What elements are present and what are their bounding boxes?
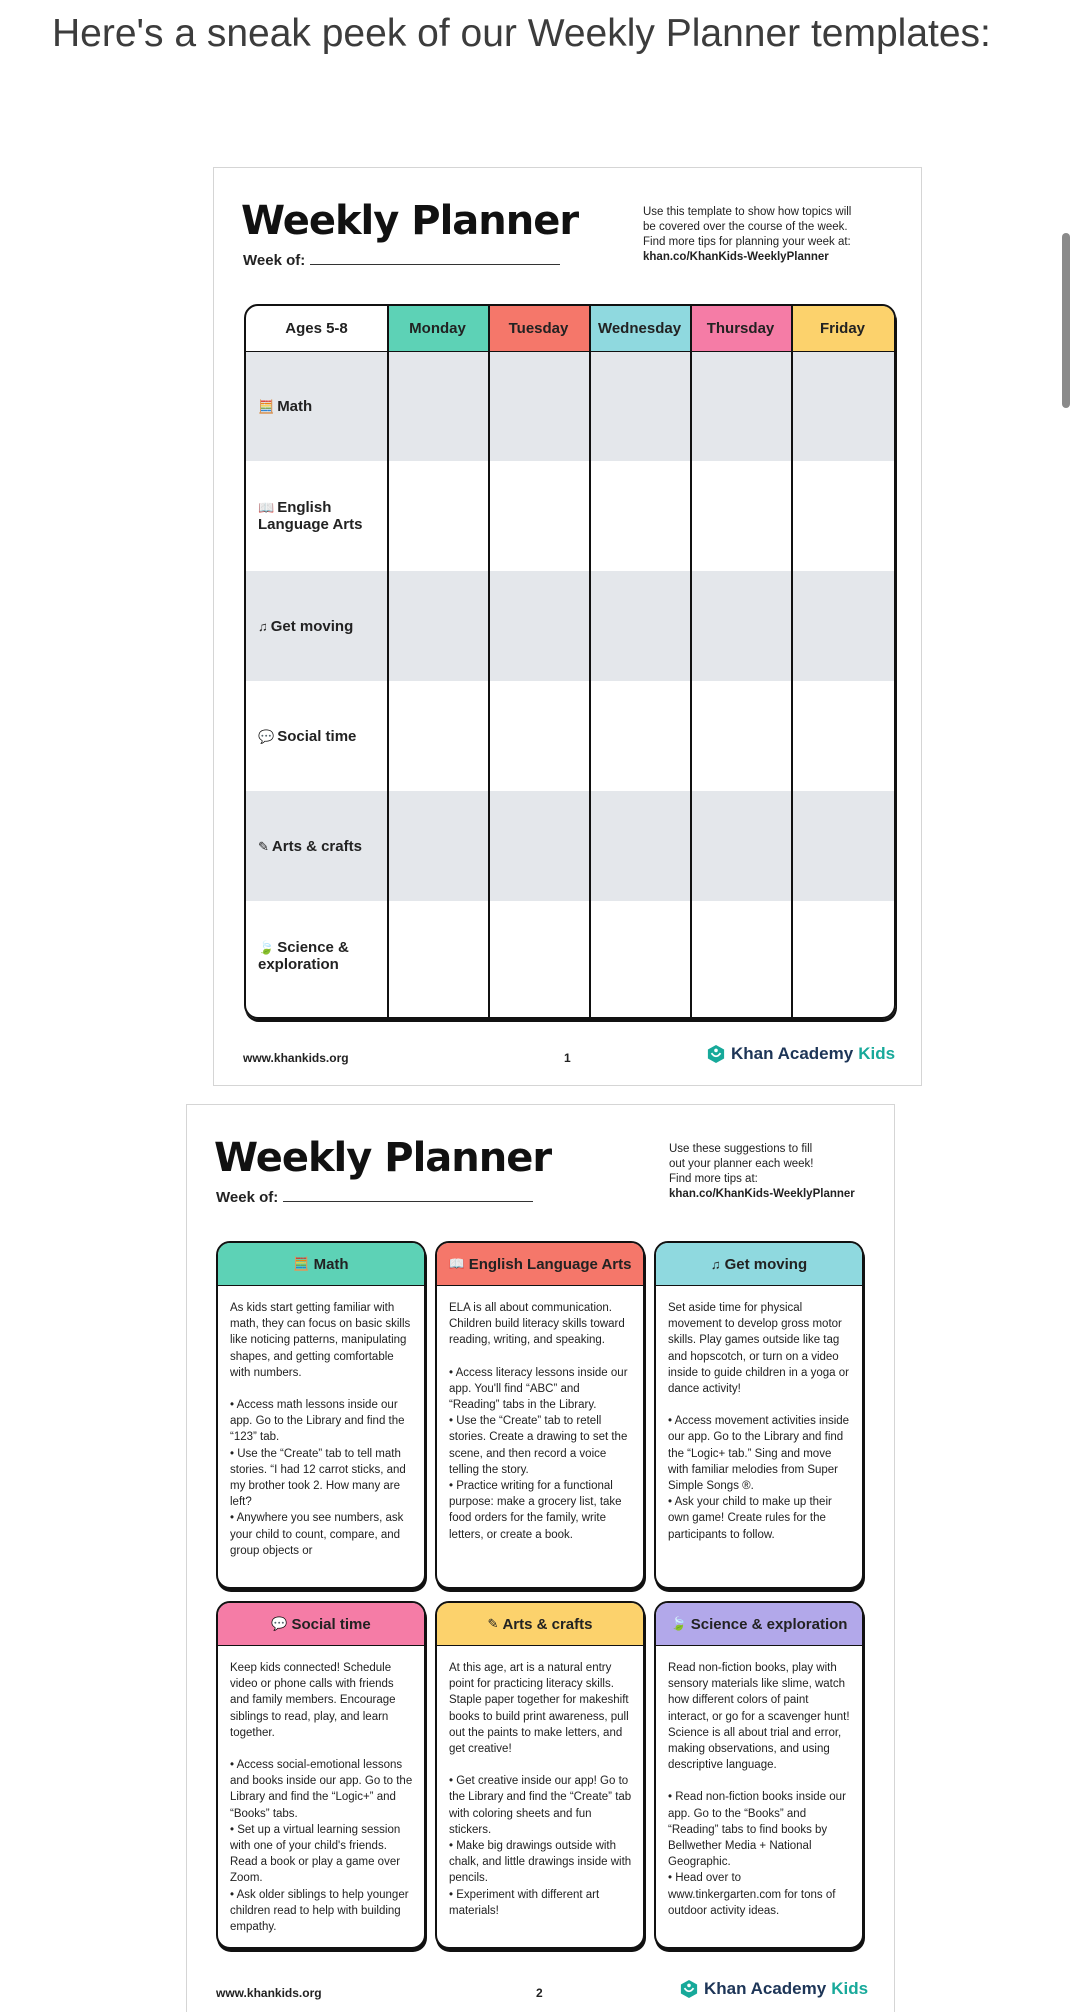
card-tip: • Make big drawings outside with chalk, and little drawings inside with pencils.: [449, 1840, 632, 1885]
day-wednesday: Wednesday: [589, 306, 690, 351]
row-label-ela: 📖 English Language Arts: [258, 499, 363, 533]
planner-grid: [244, 304, 896, 1019]
day-friday: Friday: [791, 306, 894, 351]
card-title: Math: [313, 1255, 349, 1273]
book-icon: 📖: [448, 1256, 465, 1271]
speech-bubble-icon: 💬: [271, 1616, 288, 1631]
scrollbar-thumb[interactable]: [1062, 233, 1070, 408]
khan-hexagon-icon: [680, 1979, 698, 1999]
row-label-get-moving: ♫ Get moving: [258, 618, 354, 635]
planner-page-2: [186, 1104, 895, 2012]
book-icon: 📖: [258, 500, 275, 515]
music-note-icon: ♫: [710, 1256, 721, 1272]
grid-divider: [589, 306, 591, 1017]
row-label-science: 🍃 Science & exploration: [258, 939, 349, 973]
card-intro: ELA is all about communication. Children build literacy skills toward reading, writing, and speaking.: [449, 1302, 625, 1347]
card-tip: • Access math lessons inside our app. Go to the Library and find the “123” tab.: [230, 1399, 405, 1444]
row-label-social-time: 💬 Social time: [258, 728, 357, 745]
card-header: [656, 1603, 862, 1646]
ages-label: Ages 5-8: [285, 320, 348, 337]
card-tip: • Access social-emotional lessons and books inside our app. Go to the Library and find the “Logic+” and “Books” tabs.: [230, 1759, 413, 1820]
khan-academy-kids-logo: Khan Academy Kids: [707, 1044, 895, 1064]
leaf-icon: 🍃: [670, 1616, 687, 1631]
page-number: 1: [564, 1051, 571, 1065]
planner-link[interactable]: khan.co/KhanKids-WeeklyPlanner: [643, 251, 829, 263]
day-thursday: Thursday: [690, 306, 791, 351]
row-label-arts-crafts: ✎ Arts & crafts: [258, 838, 362, 855]
pencil-icon: ✎: [258, 839, 269, 854]
card-tip: • Ask your child to make up their own game! Create rules for the participants to follow.: [668, 1496, 832, 1541]
khan-hexagon-icon: [707, 1044, 725, 1064]
music-note-icon: ♫: [258, 619, 268, 634]
planner-link[interactable]: khan.co/KhanKids-WeeklyPlanner: [669, 1188, 855, 1200]
card-title: Arts & crafts: [502, 1615, 593, 1633]
day-tuesday: Tuesday: [488, 306, 589, 351]
card-intro: As kids start getting familiar with math, they can focus on basic skills like noticing patterns, manipulating shapes, and getting comfortable with numbers.: [230, 1302, 411, 1379]
card-ela: [435, 1241, 645, 1589]
card-title: English Language Arts: [468, 1255, 632, 1273]
card-header: [218, 1603, 424, 1646]
card-intro: Keep kids connected! Schedule video or phone calls with friends and family members. Encourage siblings to read, play, and learn together.: [230, 1662, 396, 1739]
leaf-icon: 🍃: [258, 940, 275, 955]
card-header: [656, 1243, 862, 1286]
card-body: [656, 1646, 862, 1919]
card-tip: • Ask older siblings to help younger children read to help with building empathy.: [230, 1888, 409, 1934]
header-note: Use these suggestions to fill out your planner each week! Find more tips at: khan.co/KhanKids-WeeklyPlanner: [669, 1143, 855, 1200]
page-title: Weekly Planner: [241, 198, 579, 244]
planner-page-1: [213, 167, 922, 1086]
card-tip: • Head over to www.tinkergarten.com for tons of outdoor activity ideas.: [668, 1872, 836, 1917]
day-monday: Monday: [387, 306, 488, 351]
card-body: [437, 1286, 643, 1543]
card-tip: • Use the “Create” tab to tell math stories. “I had 12 carrot sticks, and my brother took 2. How many are left?: [230, 1447, 406, 1509]
card-body: [656, 1286, 862, 1543]
card-tip: • Practice writing for a functional purpose: make a grocery list, take food orders for the family, write letters, or create a book.: [449, 1480, 622, 1541]
card-header: [218, 1243, 424, 1286]
card-tip: • Get creative inside our app! Go to the Library and find the “Create” tab with coloring sheets and fun stickers.: [449, 1775, 632, 1836]
intro-text: Here's a sneak peek of our Weekly Planner templates:: [52, 12, 991, 55]
card-arts-crafts: [435, 1601, 645, 1949]
card-header: [437, 1603, 643, 1646]
card-header: [437, 1243, 643, 1286]
footer-url[interactable]: www.khankids.org: [216, 1986, 322, 2000]
card-math: [216, 1241, 426, 1589]
week-of-field: Week of:: [243, 252, 560, 269]
card-intro: At this age, art is a natural entry point for practicing literacy skills. Staple paper together for makeshift books to build print awareness, pull out the paints to make letters, and get creative!: [449, 1662, 629, 1756]
card-tip: • Anywhere you see numbers, ask your child to count, compare, and group objects or: [230, 1512, 404, 1557]
grid-divider: [387, 306, 389, 1017]
pencil-icon: ✎: [487, 1616, 499, 1631]
card-tip: • Access movement activities inside our app. Go to the Library and find the “Logic+ tab.” Sing and move with familiar melodies from Super Simple Songs ®.: [668, 1415, 850, 1493]
grid-divider: [690, 306, 692, 1017]
khan-academy-kids-logo: Khan Academy Kids: [680, 1979, 868, 1999]
card-body: [218, 1286, 424, 1559]
week-of-line: [310, 264, 560, 265]
week-of-field: Week of:: [216, 1189, 533, 1206]
abacus-icon: 🧮: [293, 1256, 310, 1271]
card-science: [654, 1601, 864, 1949]
grid-divider: [791, 306, 793, 1017]
card-tip: • Experiment with different art materials!: [449, 1888, 600, 1917]
abacus-icon: 🧮: [258, 399, 275, 414]
card-title: Social time: [291, 1615, 371, 1633]
grid-header: [246, 306, 894, 352]
card-tip: • Access literacy lessons inside our app. You'll find “ABC” and “Reading” tabs in the Library.: [449, 1366, 628, 1412]
page-title: Weekly Planner: [214, 1135, 552, 1181]
card-tip: • Use the “Create” tab to retell stories. Create a drawing to set the scene, and then record a voice telling the story.: [449, 1415, 628, 1476]
week-of-line: [283, 1201, 533, 1202]
page-number: 2: [536, 1986, 543, 2000]
speech-bubble-icon: 💬: [258, 729, 275, 744]
header-note: Use this template to show how topics will be covered over the course of the week. Find more tips for planning your week at: khan.co/KhanKids-WeeklyPlanner: [643, 206, 852, 263]
row-label-math: 🧮 Math: [258, 398, 313, 415]
footer-url[interactable]: www.khankids.org: [243, 1051, 349, 1065]
card-title: Science & exploration: [690, 1615, 848, 1633]
card-tip: • Read non-fiction books inside our app. Go to the “Books” and “Reading” tabs to find books by Bellwether Media + National Geographic.: [668, 1791, 846, 1869]
card-intro: Read non-fiction books, play with sensory materials like slime, watch how different colors of paint interact, or go for a scavenger hunt! Science is all about trial and error, making observations, and using descriptive language.: [668, 1662, 850, 1772]
card-body: [218, 1646, 424, 1935]
card-social-time: [216, 1601, 426, 1949]
card-title: Get moving: [724, 1255, 808, 1273]
card-intro: Set aside time for physical movement to develop gross motor skills. Play games outside like tag and hopscotch, or turn on a video inside to guide children in a yoga or dance activity!: [668, 1302, 849, 1396]
grid-divider: [488, 306, 490, 1017]
card-get-moving: [654, 1241, 864, 1589]
card-tip: • Set up a virtual learning session with one of your child's friends. Read a book or play a game over Zoom.: [230, 1823, 401, 1885]
card-body: [437, 1646, 643, 1919]
